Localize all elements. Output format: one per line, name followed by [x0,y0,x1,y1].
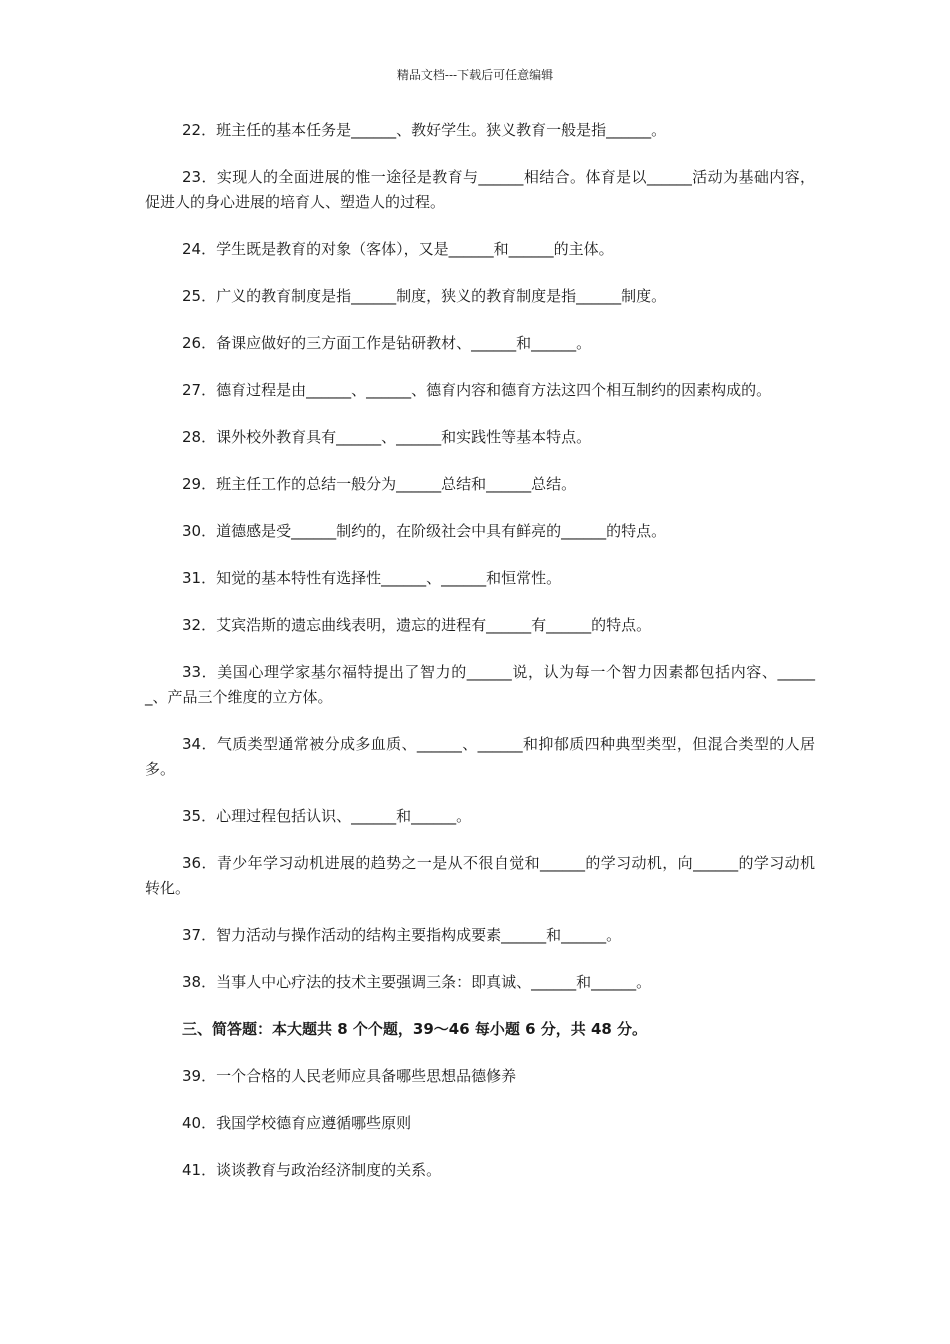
section-heading: 三、简答题：本大题共 8 个个题，39～46 每小题 6 分，共 48 分。 [182,1020,648,1038]
question-34: 34．气质类型通常被分成多血质、______、______和抑郁质四种典型类型，但混合类型的人居多。 [145,735,815,778]
question-30: 30．道德感是受______制约的，在阶级社会中具有鲜亮的______的特点。 [182,522,667,540]
question-24: 24．学生既是教育的对象（客体），又是______和______的主体。 [182,240,614,258]
question-25: 25．广义的教育制度是指______制度，狭义的教育制度是指______制度。 [182,287,667,305]
question-26: 26．备课应做好的三方面工作是钻研教材、______和______。 [182,334,592,352]
page-header: 精品文档---下载后可任意编辑 [396,68,554,82]
question-37: 37．智力活动与操作活动的结构主要指构成要素______和______。 [182,926,622,944]
document-body [145,118,815,1205]
question-23: 23．实现人的全面进展的惟一途径是教育与______相结合。体育是以______活动为基础内容，促进人的身心进展的培育人、塑造人的过程。 [145,168,815,211]
question-41: 41．谈谈教育与政治经济制度的关系。 [182,1161,442,1179]
question-39: 39．一个合格的人民老师应具备哪些思想品德修养 [182,1067,517,1085]
question-33: 33．美国心理学家基尔福特提出了智力的______说，认为每一个智力因素都包括内容、______、产品三个维度的立方体。 [145,663,815,706]
question-27: 27．德育过程是由______、______、德育内容和德育方法这四个相互制约的因素构成的。 [182,381,772,399]
question-40: 40．我国学校德育应遵循哪些原则 [182,1114,412,1132]
question-38: 38．当事人中心疗法的技术主要强调三条：即真诚、______和______。 [182,973,652,991]
question-35: 35．心理过程包括认识、______和______。 [182,807,472,825]
question-22: 22．班主任的基本任务是______、教好学生。狭义教育一般是指______。 [182,121,667,139]
question-29: 29．班主任工作的总结一般分为______总结和______总结。 [182,475,577,493]
question-28: 28．课外校外教育具有______、______和实践性等基本特点。 [182,428,592,446]
question-32: 32．艾宾浩斯的遗忘曲线表明，遗忘的进程有______有______的特点。 [182,616,652,634]
question-31: 31．知觉的基本特性有选择性______、______和恒常性。 [182,569,562,587]
question-36: 36．青少年学习动机进展的趋势之一是从不很自觉和______的学习动机，向______的学习动机转化。 [145,854,815,897]
